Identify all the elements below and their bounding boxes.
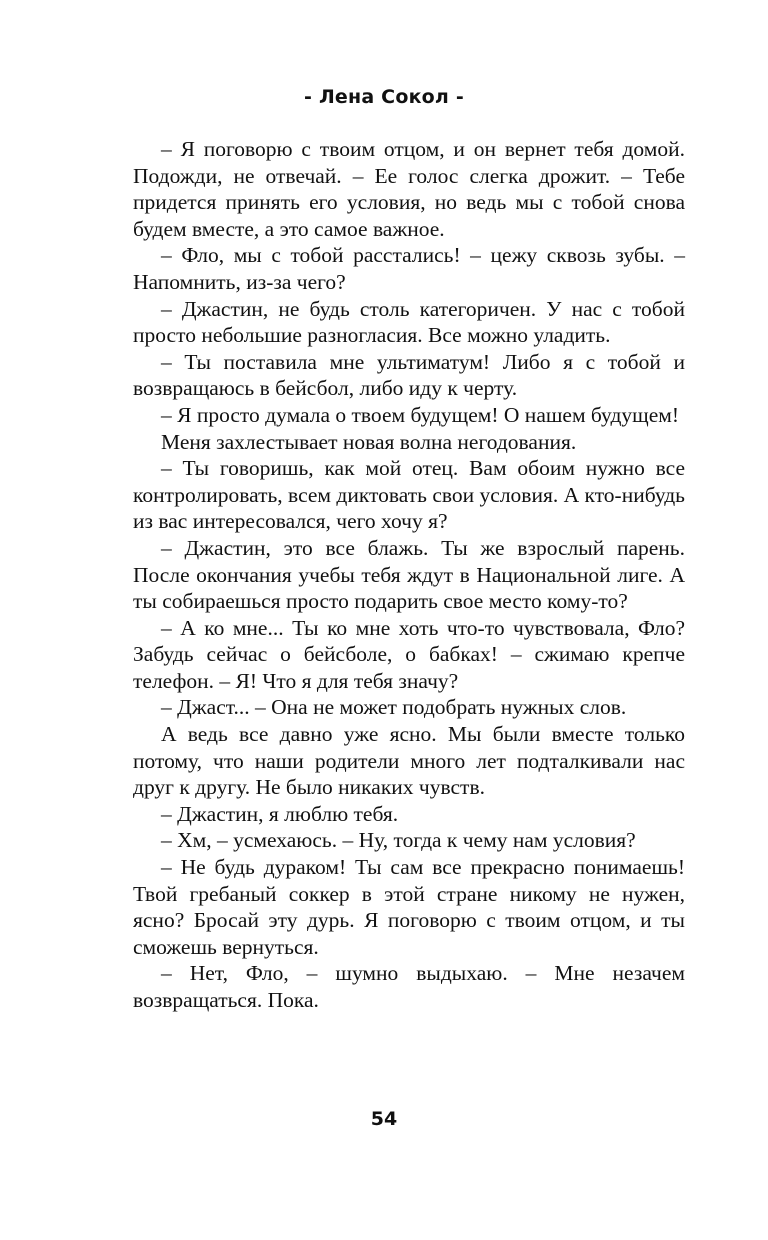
paragraph: – Фло, мы с тобой расстались! – цежу сквозь зубы. – Напомнить, из-за чего?: [133, 243, 685, 294]
paragraph: – Джаст... – Она не может подобрать нужных слов.: [161, 695, 627, 720]
paragraph: – Хм, – усмехаюсь. – Ну, тогда к чему нам условия?: [161, 828, 636, 853]
paragraph: – Джастин, я люблю тебя.: [161, 801, 399, 826]
paragraph: А ведь все давно уже ясно. Мы были вместе только потому, что наши родители много лет подталкивали нас друг к другу. Не было никаких чувств.: [133, 722, 685, 800]
paragraph: – Джастин, это все блажь. Ты же взрослый парень. После окончания учебы тебя ждут в Национальной лиге. А ты собираешься просто подарить свое место кому-то?: [133, 535, 685, 614]
paragraph: – Я поговорю с твоим отцом, и он вернет тебя домой. Подожди, не отвечай. – Ее голос слегка дрожит. – Тебе придется принять его условия, но ведь мы с тобой снова будем вместе, а это самое важное.: [133, 137, 685, 241]
paragraph: – Ты поставила мне ультиматум! Либо я с тобой и возвращаюсь в бейсбол, либо иду к черту.: [133, 349, 685, 401]
paragraph: – Я просто думала о твоем будущем! О нашем будущем!: [161, 402, 680, 427]
running-header: - Лена Сокол -: [304, 86, 464, 108]
body-text: [133, 136, 685, 1014]
paragraph: – Ты говоришь, как мой отец. Вам обоим нужно все контролировать, всем диктовать свои условия. А кто-нибудь из вас интересовался, чего хочу я?: [133, 456, 685, 534]
paragraph: – Не будь дураком! Ты сам все прекрасно понимаешь! Твой гребаный соккер в этой стране никому не нужен, ясно? Бросай эту дурь. Я поговорю с твоим отцом, и ты сможешь вернуться.: [133, 855, 685, 959]
paragraph: – Джастин, не будь столь категоричен. У нас с тобой просто небольшие разногласия. Все можно уладить.: [133, 296, 685, 348]
paragraph: – А ко мне... Ты ко мне хоть что-то чувствовала, Фло? Забудь сейчас о бейсболе, о бабках! – сжимаю крепче телефон. – Я! Что я для тебя значу?: [133, 615, 685, 693]
paragraph: – Нет, Фло, – шумно выдыхаю. – Мне незачем возвращаться. Пока.: [133, 961, 685, 1012]
page-number: 54: [370, 1108, 398, 1130]
paragraph: Меня захлестывает новая волна негодования.: [161, 429, 577, 454]
